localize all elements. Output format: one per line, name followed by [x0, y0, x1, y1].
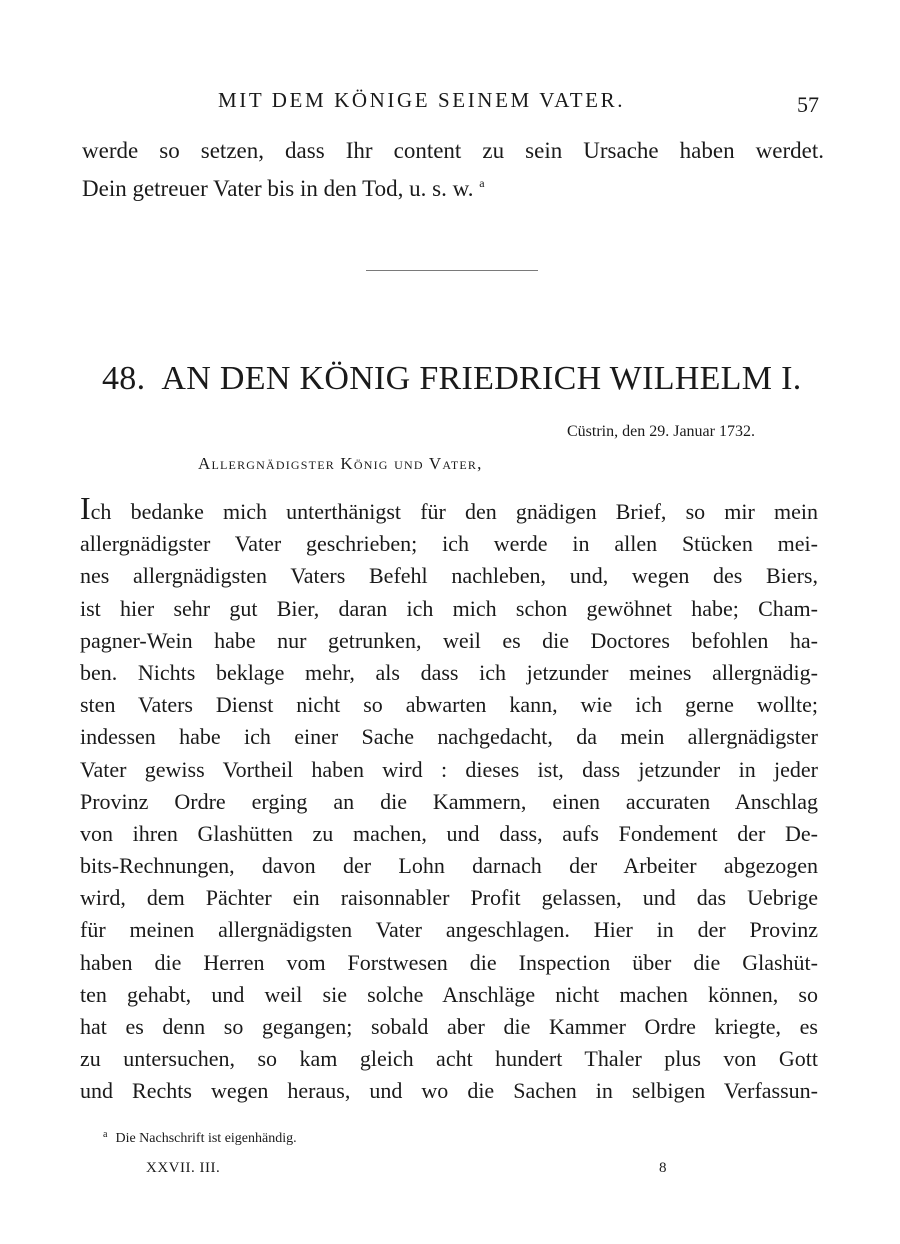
letter-body: [80, 496, 818, 1108]
body-line-text: ch bedanke mich unterthänigst für den gnädigen Brief, so mir mein: [90, 499, 818, 524]
body-line: ist hier sehr gut Bier, daran ich mich schon gewöhnet habe; Cham-: [80, 595, 818, 621]
printer-signature-volume: XXVII. III.: [146, 1160, 221, 1176]
body-line: ben. Nichts beklage mehr, als dass ich jetzunder meines allergnädig-: [80, 659, 818, 685]
body-line: allergnädigster Vater geschrieben; ich werde in allen Stücken mei-: [80, 531, 818, 557]
body-line: für meinen allergnädigsten Vater angeschlagen. Hier in der Provinz: [80, 917, 818, 943]
initial-letter: I: [80, 496, 91, 526]
letter-title: AN DEN KÖNIG FRIEDRICH WILHELM I.: [161, 360, 802, 397]
footnote-marker: a: [103, 1129, 108, 1140]
body-line: sten Vaters Dienst nicht so abwarten kann, wie ich gerne wollte;: [80, 692, 818, 718]
body-line: ten gehabt, und weil sie solche Anschläge nicht machen können, so: [80, 981, 818, 1007]
footnote-text: Die Nachschrift ist eigenhändig.: [115, 1131, 297, 1146]
carryover-text: [82, 135, 824, 199]
carryover-line: [82, 167, 824, 199]
body-line: Vater gewiss Vortheil haben wird : dieses ist, dass jetzunder in jeder: [80, 756, 818, 782]
body-line: zu untersuchen, so kam gleich acht hundert Thaler plus von Gott: [80, 1046, 818, 1072]
body-line: wird, dem Pächter ein raisonnabler Profit gelassen, und das Uebrige: [80, 885, 818, 911]
running-head-title: MIT DEM KÖNIGE SEINEM VATER.: [218, 88, 626, 112]
body-line: [80, 496, 818, 528]
letter-place-date: Cüstrin, den 29. Januar 1732.: [567, 423, 755, 440]
footnote: [103, 1129, 297, 1147]
printer-signature-sheet: 8: [659, 1160, 667, 1176]
letter-salutation: Allergnädigster König und Vater,: [198, 454, 483, 473]
carryover-line-text: Dein getreuer Vater bis in den Tod, u. s. w.: [82, 176, 474, 201]
carryover-line: werde so setzen, dass Ihr content zu sein Ursache haben werdet.: [82, 138, 824, 163]
body-line: nes allergnädigsten Vaters Befehl nachleben, und, wegen des Biers,: [80, 563, 818, 589]
section-divider: [366, 270, 538, 271]
letter-number: 48.: [102, 360, 146, 397]
footnote-reference: a: [479, 176, 485, 190]
body-line: bits-Rechnungen, davon der Lohn darnach der Arbeiter abgezogen: [80, 853, 818, 879]
running-head: [0, 88, 900, 118]
body-line: haben die Herren vom Forstwesen die Inspection über die Glashüt-: [80, 949, 818, 975]
page-number: 57: [797, 92, 819, 117]
body-line: Provinz Ordre erging an die Kammern, einen accuraten Anschlag: [80, 788, 818, 814]
body-line: hat es denn so gegangen; sobald aber die Kammer Ordre kriegte, es: [80, 1014, 818, 1039]
body-line: pagner-Wein habe nur getrunken, weil es die Doctores befohlen ha-: [80, 627, 818, 653]
body-line: indessen habe ich einer Sache nachgedacht, da mein allergnädigster: [80, 724, 818, 750]
body-line: von ihren Glashütten zu machen, und dass, aufs Fondement der De-: [80, 820, 818, 846]
body-line: und Rechts wegen heraus, und wo die Sachen in selbigen Verfassun-: [80, 1078, 818, 1104]
letter-heading: [102, 360, 802, 398]
